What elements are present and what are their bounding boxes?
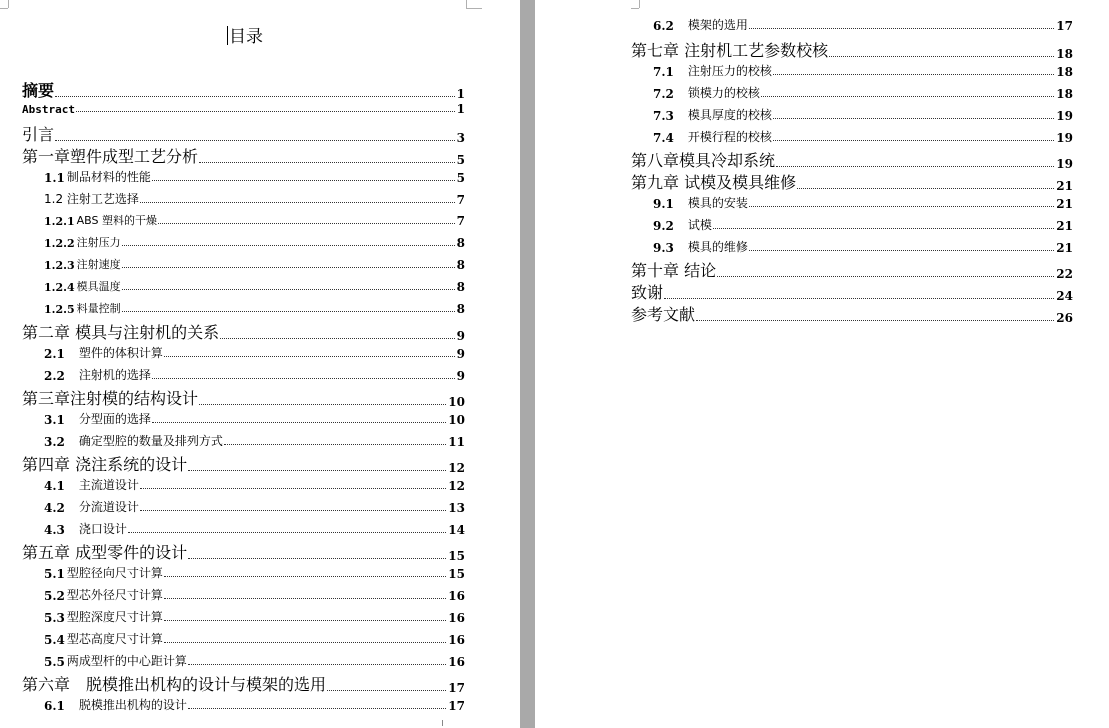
toc-entry[interactable] (653, 16, 1073, 33)
dot-leader (749, 250, 1054, 251)
toc-entry-page-number: 26 (1056, 311, 1073, 325)
toc-entry-label: 模架的选用 (687, 18, 748, 32)
toc-entry-number: 1.2.4 (44, 281, 75, 294)
toc-entry[interactable] (22, 122, 465, 145)
toc-entry-number: 1.2.3 (44, 259, 75, 272)
toc-entry-page-number: 17 (448, 699, 465, 713)
dot-leader (829, 56, 1054, 57)
toc-entry-number: 1.1 (44, 171, 65, 185)
toc-entry-label: 浇口设计 (78, 522, 127, 536)
toc-entry[interactable] (653, 216, 1073, 233)
toc-entry[interactable] (44, 168, 465, 185)
toc-entry-number: 1.2.1 (44, 215, 75, 228)
toc-entry[interactable] (44, 300, 465, 316)
page-marker (442, 720, 443, 726)
dot-leader (749, 28, 1054, 29)
toc-entry-number: 3.1 (44, 413, 65, 427)
toc-title-text: 目录 (229, 27, 263, 47)
toc-entry[interactable] (653, 62, 1073, 79)
toc-entry-page-number: 21 (1056, 197, 1073, 211)
toc-entry-label: 试模 (687, 218, 712, 232)
toc-entry-number: 2.2 (44, 369, 65, 383)
toc-entry-page-number: 10 (448, 395, 465, 409)
toc-entry[interactable] (44, 608, 465, 625)
toc-entry-page-number: 1 (456, 102, 465, 116)
toc-entry[interactable] (44, 410, 465, 427)
toc-entry[interactable] (44, 520, 465, 537)
toc-entry[interactable] (631, 258, 1073, 281)
toc-entry-page-number: 8 (456, 258, 465, 272)
toc-entry[interactable] (631, 302, 1073, 325)
toc-entry-page-number: 17 (448, 681, 465, 695)
toc-entry-page-number: 11 (448, 435, 465, 449)
toc-entry-label: 引言 (22, 125, 55, 144)
toc-entry-page-number: 15 (448, 549, 465, 563)
toc-entry[interactable] (44, 476, 465, 493)
dot-leader (696, 320, 1054, 321)
dot-leader (773, 74, 1054, 75)
dot-leader (128, 532, 446, 533)
dot-leader (713, 228, 1054, 229)
crop-mark (631, 8, 639, 9)
toc-entry-page-number: 19 (1056, 109, 1073, 123)
dot-leader (164, 598, 446, 599)
toc-entry[interactable] (653, 128, 1073, 145)
dot-leader (199, 404, 446, 405)
toc-entry[interactable] (44, 498, 465, 515)
toc-entry[interactable] (22, 78, 465, 101)
toc-entry-number: 1.2.5 (44, 303, 75, 316)
toc-entry-label: 料量控制 (76, 302, 121, 315)
toc-entry-page-number: 7 (456, 193, 465, 207)
toc-entry[interactable] (22, 102, 465, 116)
toc-entry[interactable] (44, 586, 465, 603)
toc-entry-label: 分流道设计 (78, 500, 139, 514)
toc-entry[interactable] (22, 144, 465, 167)
toc-entry-page-number: 16 (448, 633, 465, 647)
toc-entry[interactable] (631, 38, 1073, 61)
toc-entry-label: 锁模力的校核 (687, 86, 760, 100)
toc-entry-label: 第七章 注射机工艺参数校核 (631, 41, 829, 60)
toc-entry-page-number: 19 (1056, 131, 1073, 145)
toc-entry-page-number: 8 (456, 302, 465, 316)
toc-entry-label: 型芯高度尺寸计算 (66, 632, 163, 646)
toc-entry-label: 第五章 成型零件的设计 (22, 543, 188, 562)
toc-entry-number: 4.3 (44, 523, 65, 537)
dot-leader (140, 488, 446, 489)
toc-entry-page-number: 14 (448, 523, 465, 537)
crop-mark (466, 0, 467, 8)
toc-entry-label: Abstract (22, 103, 75, 116)
toc-entry[interactable] (22, 452, 465, 475)
toc-entry-label: 两成型杆的中心距计算 (66, 654, 187, 668)
toc-entry-label: 注射机的选择 (78, 368, 151, 382)
toc-entry-label: ABS 塑料的干燥 (76, 214, 157, 227)
toc-entry-label: 第八章模具冷却系统 (631, 151, 776, 170)
toc-entry[interactable] (22, 540, 465, 563)
toc-entry[interactable] (44, 278, 465, 294)
toc-entry-label: 注射速度 (76, 258, 121, 271)
toc-entry-label: 1.2 注射工艺选择 (44, 192, 139, 206)
toc-entry-page-number: 12 (448, 479, 465, 493)
dot-leader (776, 166, 1054, 167)
toc-entry-number: 5.5 (44, 655, 65, 669)
toc-entry-number: 9.2 (653, 219, 674, 233)
toc-entry[interactable] (653, 84, 1073, 101)
toc-entry-page-number: 18 (1056, 47, 1073, 61)
document-page-left (0, 0, 520, 728)
dot-leader (164, 642, 446, 643)
dot-leader (122, 289, 455, 290)
toc-entry[interactable] (44, 696, 465, 713)
dot-leader (717, 276, 1054, 277)
toc-entry-page-number: 7 (456, 214, 465, 228)
toc-entry[interactable] (44, 234, 465, 250)
toc-entry-label: 主流道设计 (78, 478, 139, 492)
toc-entry-page-number: 18 (1056, 87, 1073, 101)
toc-entry-label: 第二章 模具与注射机的关系 (22, 323, 220, 342)
toc-entry-number: 2.1 (44, 347, 65, 361)
toc-entry-page-number: 21 (1056, 179, 1073, 193)
dot-leader (797, 188, 1054, 189)
toc-entry[interactable] (44, 652, 465, 669)
toc-entry-number: 5.1 (44, 567, 65, 581)
dot-leader (164, 356, 455, 357)
dot-leader (327, 690, 446, 691)
crop-mark (639, 0, 640, 8)
toc-entry-label: 型腔径向尺寸计算 (66, 566, 163, 580)
toc-entry-label: 制品材料的性能 (66, 170, 151, 184)
toc-entry-number: 5.4 (44, 633, 65, 647)
toc-entry[interactable] (44, 564, 465, 581)
dot-leader (140, 510, 446, 511)
toc-entry-label: 注射压力 (76, 236, 121, 249)
toc-entry-number: 4.1 (44, 479, 65, 493)
dot-leader (164, 576, 446, 577)
toc-entry-label: 模具的安装 (687, 196, 748, 210)
toc-entry-number: 5.2 (44, 589, 65, 603)
toc-entry-page-number: 1 (456, 87, 465, 101)
crop-mark (0, 8, 8, 9)
toc-entry-page-number: 3 (456, 131, 465, 145)
dot-leader (55, 140, 455, 141)
dot-leader (55, 96, 455, 97)
toc-entry-label: 分型面的选择 (78, 412, 151, 426)
toc-entry-label: 确定型腔的数量及排列方式 (78, 434, 223, 448)
dot-leader (152, 180, 455, 181)
toc-entry-number: 4.2 (44, 501, 65, 515)
dot-leader (749, 206, 1054, 207)
toc-entry[interactable] (631, 148, 1073, 171)
dot-leader (199, 162, 455, 163)
dot-leader (188, 664, 446, 665)
toc-entry-page-number: 18 (1056, 65, 1073, 79)
dot-leader (122, 311, 455, 312)
toc-entry-number: 1.2.2 (44, 237, 75, 250)
toc-entry[interactable] (44, 212, 465, 228)
toc-entry-label: 脱模推出机构的设计 (78, 698, 187, 712)
dot-leader (188, 708, 446, 709)
toc-entry-page-number: 12 (448, 461, 465, 475)
toc-entry-page-number: 8 (456, 236, 465, 250)
toc-entry[interactable] (22, 672, 465, 695)
toc-entry-label: 第一章塑件成型工艺分析 (22, 147, 199, 166)
toc-entry-page-number: 19 (1056, 157, 1073, 171)
toc-entry-label: 第九章 试模及模具维修 (631, 173, 797, 192)
toc-entry-label: 第四章 浇注系统的设计 (22, 455, 188, 474)
toc-entry-page-number: 8 (456, 280, 465, 294)
toc-entry-label: 第六章 脱模推出机构的设计与模架的选用 (22, 675, 327, 694)
toc-entry-page-number: 16 (448, 589, 465, 603)
toc-entry-page-number: 9 (456, 347, 465, 361)
toc-entry-label: 模具的维修 (687, 240, 748, 254)
toc-entry-label: 开模行程的校核 (687, 130, 772, 144)
toc-entry-label: 塑件的体积计算 (78, 346, 163, 360)
toc-entry-label: 模具厚度的校核 (687, 108, 772, 122)
dot-leader (188, 470, 446, 471)
toc-entry[interactable] (631, 280, 1073, 303)
toc-entry-page-number: 5 (456, 171, 465, 185)
toc-entry-number: 6.1 (44, 699, 65, 713)
toc-entry[interactable] (22, 386, 465, 409)
document-page-right (535, 0, 1109, 728)
toc-entry-page-number: 16 (448, 655, 465, 669)
toc-entry-label: 致谢 (631, 283, 664, 302)
toc-entry-number: 7.4 (653, 131, 674, 145)
crop-mark (466, 8, 482, 9)
toc-entry[interactable] (44, 256, 465, 272)
toc-entry-page-number: 15 (448, 567, 465, 581)
toc-entry-number: 9.3 (653, 241, 674, 255)
toc-entry[interactable] (44, 366, 465, 383)
toc-entry-label: 参考文献 (631, 305, 696, 324)
dot-leader (220, 338, 455, 339)
toc-entry-number: 9.1 (653, 197, 674, 211)
dot-leader (773, 140, 1054, 141)
toc-entry-label: 第三章注射模的结构设计 (22, 389, 199, 408)
dot-leader (158, 223, 455, 224)
toc-entry-label: 摘要 (22, 81, 55, 100)
toc-entry-number: 6.2 (653, 19, 674, 33)
dot-leader (224, 444, 446, 445)
toc-entry-page-number: 9 (456, 369, 465, 383)
toc-entry-page-number: 16 (448, 611, 465, 625)
toc-entry-label: 第十章 结论 (631, 261, 717, 280)
toc-entry-number: 7.3 (653, 109, 674, 123)
text-cursor (227, 26, 228, 45)
toc-entry-number: 3.2 (44, 435, 65, 449)
dot-leader (152, 378, 455, 379)
toc-entry-label: 注射压力的校核 (687, 64, 772, 78)
dot-leader (773, 118, 1054, 119)
toc-entry[interactable] (44, 190, 465, 207)
dot-leader (761, 96, 1054, 97)
dot-leader (122, 245, 455, 246)
toc-entry-label: 型芯外径尺寸计算 (66, 588, 163, 602)
dot-leader (164, 620, 446, 621)
toc-entry-label: 模具温度 (76, 280, 121, 293)
toc-title[interactable] (0, 22, 490, 47)
toc-entry[interactable] (44, 432, 465, 449)
toc-entry[interactable] (653, 106, 1073, 123)
toc-entry-page-number: 9 (456, 329, 465, 343)
toc-entry-number: 5.3 (44, 611, 65, 625)
toc-entry[interactable] (653, 194, 1073, 211)
toc-entry-number: 7.2 (653, 87, 674, 101)
toc-entry-page-number: 10 (448, 413, 465, 427)
toc-entry[interactable] (653, 238, 1073, 255)
toc-entry[interactable] (22, 320, 465, 343)
toc-entry-label: 型腔深度尺寸计算 (66, 610, 163, 624)
dot-leader (76, 111, 455, 112)
dot-leader (122, 267, 455, 268)
toc-entry[interactable] (44, 344, 465, 361)
toc-entry-page-number: 17 (1056, 19, 1073, 33)
dot-leader (152, 422, 446, 423)
toc-entry[interactable] (631, 170, 1073, 193)
toc-entry-number: 7.1 (653, 65, 674, 79)
toc-entry-page-number: 22 (1056, 267, 1073, 281)
toc-entry-page-number: 5 (456, 153, 465, 167)
dot-leader (140, 202, 455, 203)
dot-leader (664, 298, 1054, 299)
dot-leader (188, 558, 446, 559)
toc-entry-page-number: 21 (1056, 219, 1073, 233)
toc-entry-page-number: 13 (448, 501, 465, 515)
toc-entry[interactable] (44, 630, 465, 647)
toc-entry-page-number: 24 (1056, 289, 1073, 303)
toc-entry-page-number: 21 (1056, 241, 1073, 255)
crop-mark (8, 0, 9, 8)
